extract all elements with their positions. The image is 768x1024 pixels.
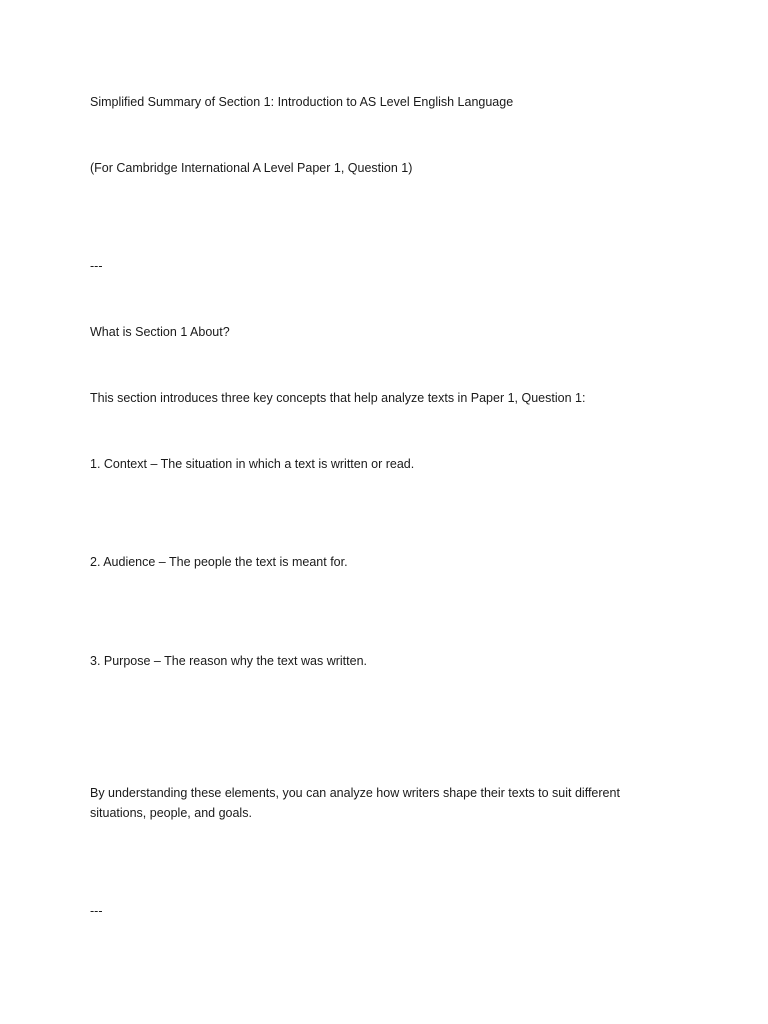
section-heading: What is Section 1 About?	[90, 325, 230, 339]
separator-line: ---	[90, 259, 103, 273]
list-item-purpose: 3. Purpose – The reason why the text was written.	[90, 654, 367, 668]
intro-paragraph: This section introduces three key concepts that help analyze texts in Paper 1, Question 1:	[90, 391, 586, 405]
conclusion-paragraph: By understanding these elements, you can analyze how writers shape their texts to suit different situations, people, and goals.	[90, 786, 620, 820]
list-item-context: 1. Context – The situation in which a text is written or read.	[90, 457, 415, 471]
list-item-audience: 2. Audience – The people the text is meant for.	[90, 555, 348, 569]
document-subtitle: (For Cambridge International A Level Paper 1, Question 1)	[90, 161, 413, 175]
document-title: Simplified Summary of Section 1: Introduction to AS Level English Language	[90, 95, 514, 109]
separator-line-bottom: ---	[90, 904, 103, 918]
